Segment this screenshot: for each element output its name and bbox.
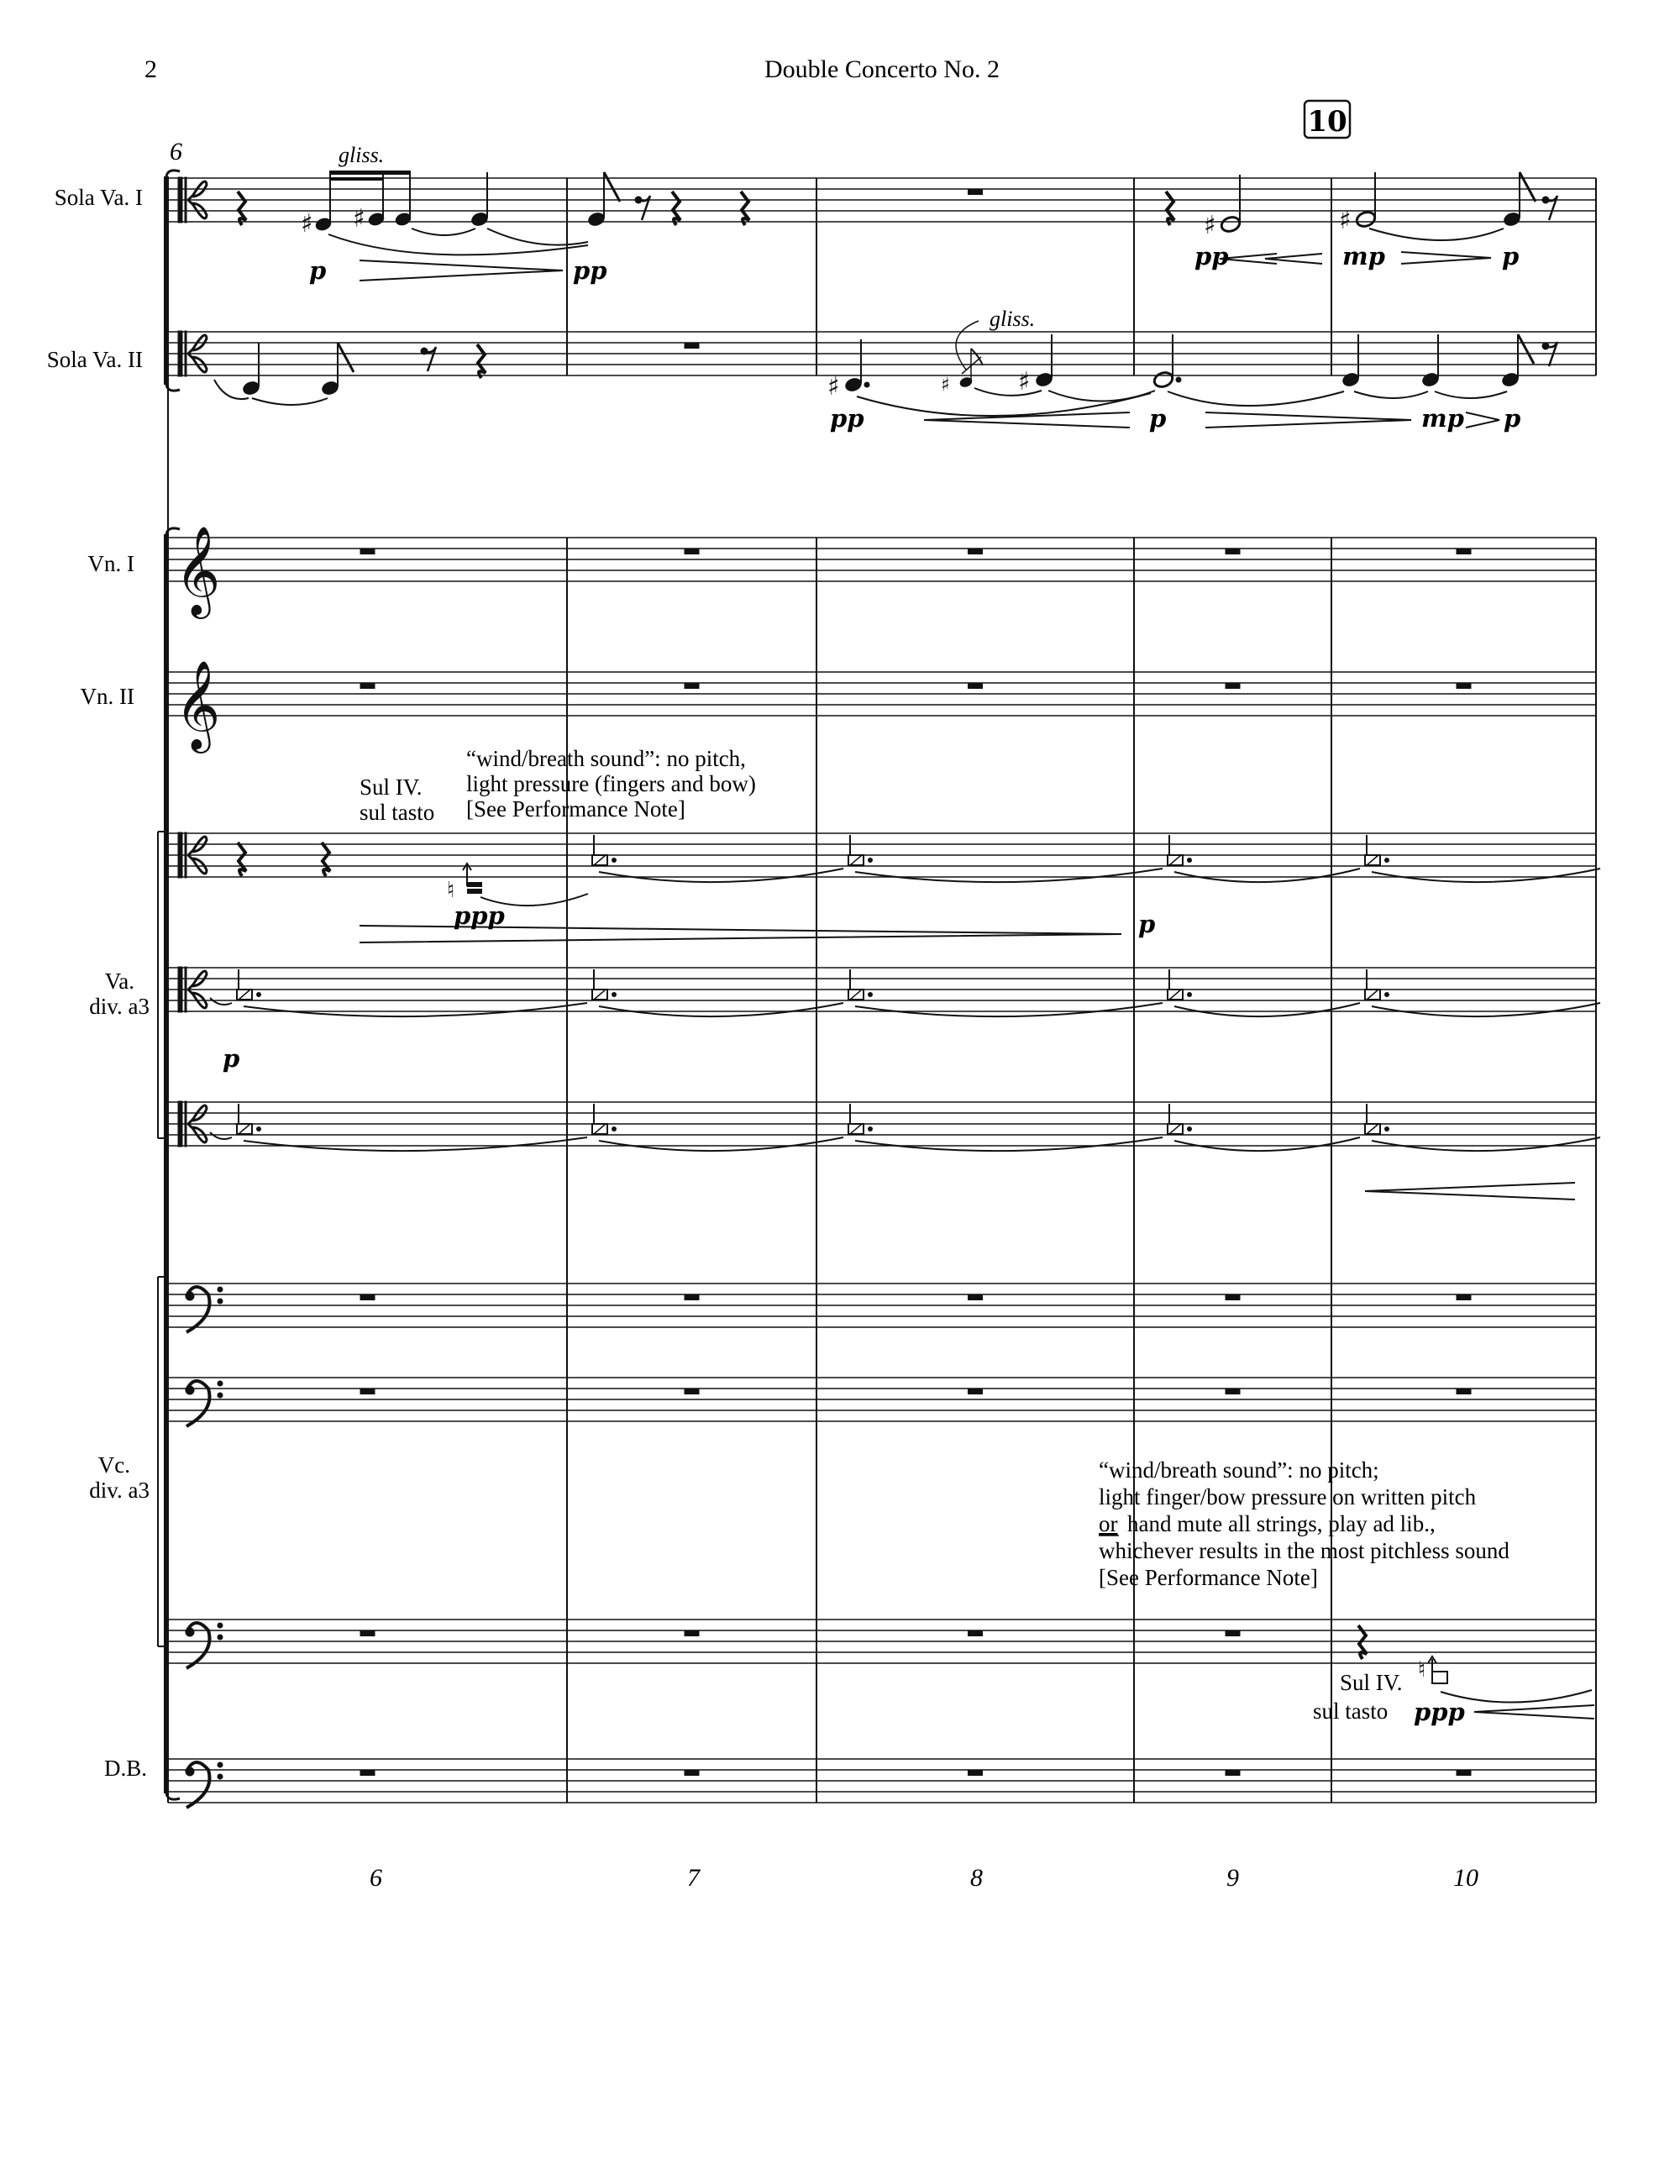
dyn-pp-sola1-m9: pp (1194, 242, 1229, 270)
staff-2 (168, 332, 1596, 375)
staff-3 (168, 538, 1596, 581)
whole-rest (360, 1770, 375, 1776)
vc-note-line-5: [See Performance Note] (1099, 1565, 1318, 1590)
whole-rest (968, 189, 983, 195)
hairpin-cresc-m9 (1265, 254, 1322, 264)
whole-rest (968, 1294, 983, 1300)
measure-number-10: 10 (1453, 1864, 1478, 1892)
viola-3-held-notes (210, 1104, 1600, 1151)
dyn-p-va2: p (223, 1044, 240, 1073)
label-vn-2: Vn. II (80, 684, 134, 709)
brackets (158, 171, 180, 1799)
dyn-p-sola1: p (309, 256, 327, 285)
svg-text:♯: ♯ (301, 209, 313, 239)
treble-clef-icon (175, 659, 220, 753)
clefs (175, 177, 223, 1808)
label-sola-va-2: Sola Va. II (46, 347, 143, 372)
vc-note-line-1: “wind/breath sound”: no pitch; (1099, 1457, 1379, 1483)
svg-text:𝄞: 𝄞 (175, 525, 221, 615)
whole-rest (968, 683, 983, 689)
whole-rest (685, 343, 700, 349)
whole-rest (360, 1389, 375, 1394)
dyn-p-sola2-m10: p (1504, 404, 1521, 433)
dyn-p-sola2-m9: p (1149, 404, 1167, 433)
svg-text:♮: ♮ (447, 878, 455, 903)
svg-text:♯: ♯ (827, 372, 840, 402)
whole-rest (685, 1630, 700, 1636)
label-va: Va. (104, 969, 134, 994)
measure-number-7: 7 (687, 1864, 700, 1892)
dyn-ppp-va1: ppp (454, 901, 505, 930)
whole-rest (1226, 549, 1241, 554)
whole-rest (1457, 1294, 1472, 1300)
whole-rest (1226, 1770, 1241, 1776)
vc-sul-tasto: sul tasto (1313, 1698, 1389, 1724)
whole-rest (360, 549, 375, 554)
bass-clef-icon (186, 1623, 223, 1668)
treble-clef-icon (175, 525, 220, 619)
whole-rest (1457, 1389, 1472, 1394)
vc-note-line-3: hand mute all strings, play ad lib., (1127, 1511, 1436, 1536)
vc-sul-iv: Sul IV. (1340, 1670, 1403, 1695)
sola-va-2-notes (214, 321, 1557, 428)
staff-8 (168, 1284, 1596, 1327)
label-va-div: div. a3 (89, 994, 150, 1019)
va-note-line-3: [See Performance Note] (466, 796, 685, 822)
svg-text:♯: ♯ (1339, 206, 1352, 235)
measure-number-8: 8 (970, 1864, 983, 1892)
dyn-mp-sola1-m10: mp (1342, 242, 1385, 270)
bass-clef-icon (186, 1762, 223, 1808)
whole-rest (360, 683, 375, 689)
whole-rest (1457, 683, 1472, 689)
staff-4 (168, 672, 1596, 716)
svg-text:♯: ♯ (1204, 211, 1216, 240)
vc-note-line-2: light finger/bow pressure on written pitch (1099, 1484, 1477, 1509)
whole-rest (1226, 1630, 1241, 1636)
page-number: 2 (144, 55, 157, 83)
svg-text:𝄞: 𝄞 (175, 659, 221, 749)
dyn-ppp-vc3: ppp (1414, 1698, 1465, 1726)
va-sul-tasto: sul tasto (360, 800, 435, 825)
whole-rest (1226, 1389, 1241, 1394)
whole-rest (360, 1294, 375, 1300)
rehearsal-mark: 10 (1307, 105, 1347, 139)
staff-5 (168, 833, 1596, 877)
gliss-label-2: gliss. (990, 307, 1036, 331)
staff-11 (168, 1759, 1596, 1803)
staff-9 (168, 1378, 1596, 1421)
vc-note-or: or (1099, 1511, 1118, 1536)
viola-1-notes (238, 843, 1121, 942)
label-vc-div: div. a3 (89, 1478, 150, 1503)
svg-text:♯: ♯ (941, 375, 950, 396)
whole-rest (360, 1630, 375, 1636)
whole-rest (685, 549, 700, 554)
va-note-line-2: light pressure (fingers and bow) (466, 771, 756, 796)
whole-rest (685, 683, 700, 689)
whole-rest (1226, 1294, 1241, 1300)
measure-number-6: 6 (370, 1864, 382, 1892)
bass-clef-icon (186, 1381, 223, 1426)
dyn-pp-sola2: pp (830, 404, 864, 433)
page-title: Double Concerto No. 2 (764, 55, 1000, 83)
svg-text:♯: ♯ (353, 204, 365, 234)
staff-6 (168, 968, 1596, 1011)
viola-2-held-notes (210, 969, 1600, 1016)
dyn-p-sola1-m10: p (1502, 242, 1520, 270)
whole-rest (1457, 1770, 1472, 1776)
whole-rest (685, 1389, 700, 1394)
va-note-line-1: “wind/breath sound”: no pitch, (466, 746, 746, 771)
gliss-label-1: gliss. (339, 143, 385, 167)
whole-rest (968, 1630, 983, 1636)
label-vn-1: Vn. I (87, 551, 134, 576)
measure-number-9: 9 (1226, 1864, 1239, 1892)
bass-clef-icon (186, 1287, 223, 1332)
label-db: D.B. (103, 1756, 147, 1781)
viola-1-held-notes (592, 835, 1600, 882)
va-sul-iv: Sul IV. (360, 774, 423, 800)
whole-rest (968, 1770, 983, 1776)
whole-rest (1226, 683, 1241, 689)
label-sola-va-1: Sola Va. I (54, 185, 143, 210)
dyn-p-va1-m9: p (1138, 910, 1156, 938)
staff-7 (168, 1102, 1596, 1146)
vc-note-line-4: whichever results in the most pitchless sound (1099, 1538, 1509, 1563)
whole-rest (1457, 549, 1472, 554)
whole-rest (968, 549, 983, 554)
svg-text:♯: ♯ (1018, 367, 1031, 396)
dyn-mp-sola2-m10: mp (1421, 404, 1464, 433)
va3-hairpin (1365, 1183, 1575, 1200)
whole-rest (685, 1294, 700, 1300)
label-vc: Vc. (97, 1452, 130, 1478)
dyn-pp-sola1: pp (573, 256, 607, 285)
whole-rest (968, 1389, 983, 1394)
system-start-measure: 6 (170, 138, 182, 165)
staff-10 (168, 1620, 1596, 1663)
svg-text:♮: ♮ (1418, 1657, 1426, 1683)
whole-rest (685, 1770, 700, 1776)
